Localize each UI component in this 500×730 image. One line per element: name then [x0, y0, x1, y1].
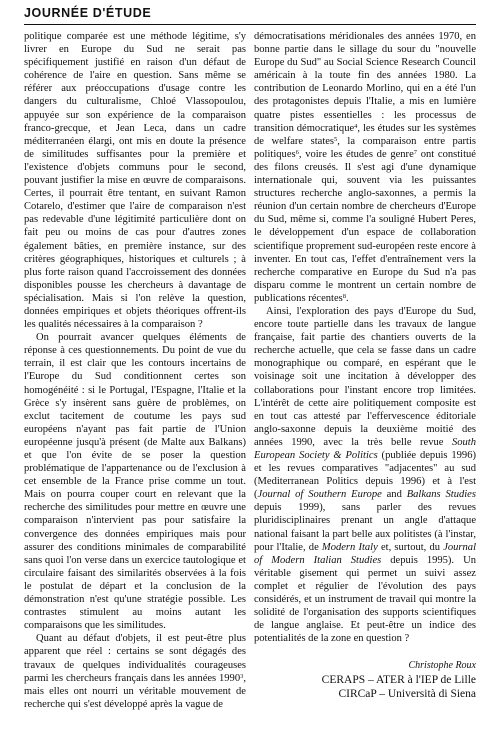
paragraph-text: depuis 1995). Un véritable gisement qui permet un suivi assez complet et régulier de l'évolution des pays considérés, et un instrument de travail qui montre la solidité de l'organisation des supports scientifiques de langue anglaise. Et peut-être un indice des potentialités de la zone en question ?: [254, 554, 476, 645]
footnote-ref: 4: [354, 122, 358, 130]
journal-title: Balkans Studies: [406, 489, 476, 501]
journal-title: Modern Italy: [321, 541, 378, 553]
journal-title: Journal of Southern Europe: [257, 489, 382, 501]
paragraph: [24, 331, 246, 632]
paragraph-text: et, surtout, du: [377, 541, 444, 553]
journal-title: South European Society & Politics: [254, 436, 476, 461]
journal-title: Journal of Modern Italian Studies: [254, 541, 476, 566]
paragraph-text: Ainsi, l'exploration des pays d'Europe du Sud, encore toute partielle dans les travaux de langue française, fait partie des chantiers ouverts de la recherche actuelle, que cela se fasse dans un cadre monographique ou comparé, en espérant que le voisinage soit une incitation à développer des collaborations pour l'instant encore trop limitées. L'intérêt de cette aire politiquement composite est en tout cas attesté par l'effervescence éditoriale anglo-saxonne depuis la deuxième moitié des années 1990, avec la très belle revue: [254, 305, 476, 448]
paragraph-text: (publiée depuis 1996) et les revues comparatives "adjacentes" au sud (Mediterranean Politics depuis 1996) et à l'est (: [254, 450, 476, 501]
paragraph: [24, 30, 246, 331]
footnote-ref: 5: [334, 135, 338, 143]
right-column: [254, 30, 476, 711]
paragraph: [254, 305, 476, 645]
footnote-ref: 7: [413, 148, 418, 156]
article-body: [24, 30, 476, 711]
footnote-ref: 6: [295, 148, 299, 156]
footnote-ref: 8: [342, 292, 346, 300]
paragraph-text: , mais elles ont nourri un véritable mouvement de recherche qui s'est développé après la vague de: [24, 672, 246, 710]
paragraph-text: On pourrait avancer quelques éléments de réponse à ces questionnements. Du point de vue du terrain, il est clair que les contours incertains de l'Europe du Sud conditionnent certes son homogénéité : si le Portugal, l'Espagne, l'Italie et la Grèce s'y insèrent sans guère de problèmes, on exclut tacitement de coutume les pays sud européens n'ayant pas fait partie de l'Union européenne jusqu'à présent (de Malte aux Balkans) et que l'on évite de se poser la question problématique de l'appartenance ou de l'exclusion à cet ensemble de la France prise comme un tout. Mais on pourra couper court en relevant que la recherche des similitudes pour mettre en œuvre une comparaison n'intervient pas pour satisfaire la convergence des données empiriques mais pour assurer des conditions minimales de comparabilité sans quoi l'on verse dans un exercice tautologique et circulaire faisant des similarités observées à la fois le postulat de départ et la conclusion de la démonstration n'est qu'une stratégie possible. Les contrastes stimulent au moins autant les comparaisons que les similitudes.: [24, 332, 246, 632]
section-header: JOURNÉE D'ÉTUDE: [24, 6, 476, 25]
paragraph-text: depuis 1999), sans parler des revues pluridisciplinaires prenant un angle d'attaque national faisant la part belle aux politistes (à l'instar, pour l'Italie, de: [254, 502, 476, 553]
paragraph-text: .: [346, 292, 349, 304]
signature-block: [254, 659, 476, 700]
affiliation-line: CERAPS – ATER à l'IEP de Lille: [321, 673, 476, 686]
paragraph-text: politique comparée est une méthode légitime, s'y livrer en Europe du Sud ne serait pas spécifiquement justifié en raison d'un défaut de cohérence de l'aire en question. Sans même se référer aux préoccupations d'usage contre les dangers du culturalisme, Chloé Vlassopoulou, appuyée sur son expérience de la comparaison franco-grecque, et Jean Leca, dans un cadre méditerranéen élargi, ont mis en doute la présence de similitudes suffisantes pour la première et l'existence d'objets communs pour le second, pouvant justifier la mise en œuvre de comparaisons. Certes, il pourrait être tentant, en suivant Ramon Cotarelo, d'estimer que l'aire de comparaison n'est pas redevable d'une légitimité particulière dont on fait peu ou moins de cas pour d'autres zones également bâties, en première instance, sur des critères géographiques, historiques et culturels ; à plus forte raison quand l'accroissement des données disponibles pousse les chercheurs à davantage de spécialisation. Mais si l'on relève la question, données empiriques et objets théoriques offrent-ils les qualités nécessaires à la comparaison ?: [24, 31, 246, 331]
paragraph-text: démocratisations méridionales des années 1970, en bonne partie dans le sillage du sour du "nouvelle Europe du Sud" au Social Science Research Council américain à la toute fin des années 1980. La contribution de Leonardo Morlino, qui en a été l'un des protagonistes depuis l'Italie, a mis en lumière quatre pistes essentielles : les processus de transition démocratique: [254, 31, 476, 134]
paragraph-text: , les études sur les systèmes de welfare states: [254, 122, 476, 147]
paragraph-text: Quant au défaut d'objets, il est peut-être plus apparent que réel : certains se sont dégagés des travaux de quelques individualités courageuses parmi les chercheurs français dans les années 1990: [24, 633, 246, 684]
paragraph-text: ont constitué des filons creusés. Il s'est agi d'une dynamique internationale qui, souvent via les puissantes structures recherche anglo-saxonnes, a permis la réunion d'un certain nombre de chercheurs d'Europe du Sud, même si, comme l'a souligné Hubert Peres, le développement d'un espace de collaboration scientifique proprement sud-européen reste encore à inventer. En tout cas, l'effet d'entraînement vers la recherche comparative en Europe du Sud n'a pas disparu comme le montrent un certain nombre de publications récentes: [254, 148, 476, 304]
left-column: [24, 30, 246, 711]
paragraph-text: , la comparaison entre partis politiques: [254, 135, 476, 160]
author-name: Christophe Roux: [408, 660, 476, 672]
paragraph-text: , voire les études de genre: [298, 148, 414, 160]
paragraph-text: and: [381, 489, 407, 501]
paragraph: [24, 632, 246, 711]
footnote-ref: 3: [240, 672, 244, 680]
affiliation-line: CIRCaP – Università di Siena: [338, 687, 476, 700]
paragraph: [254, 30, 476, 305]
